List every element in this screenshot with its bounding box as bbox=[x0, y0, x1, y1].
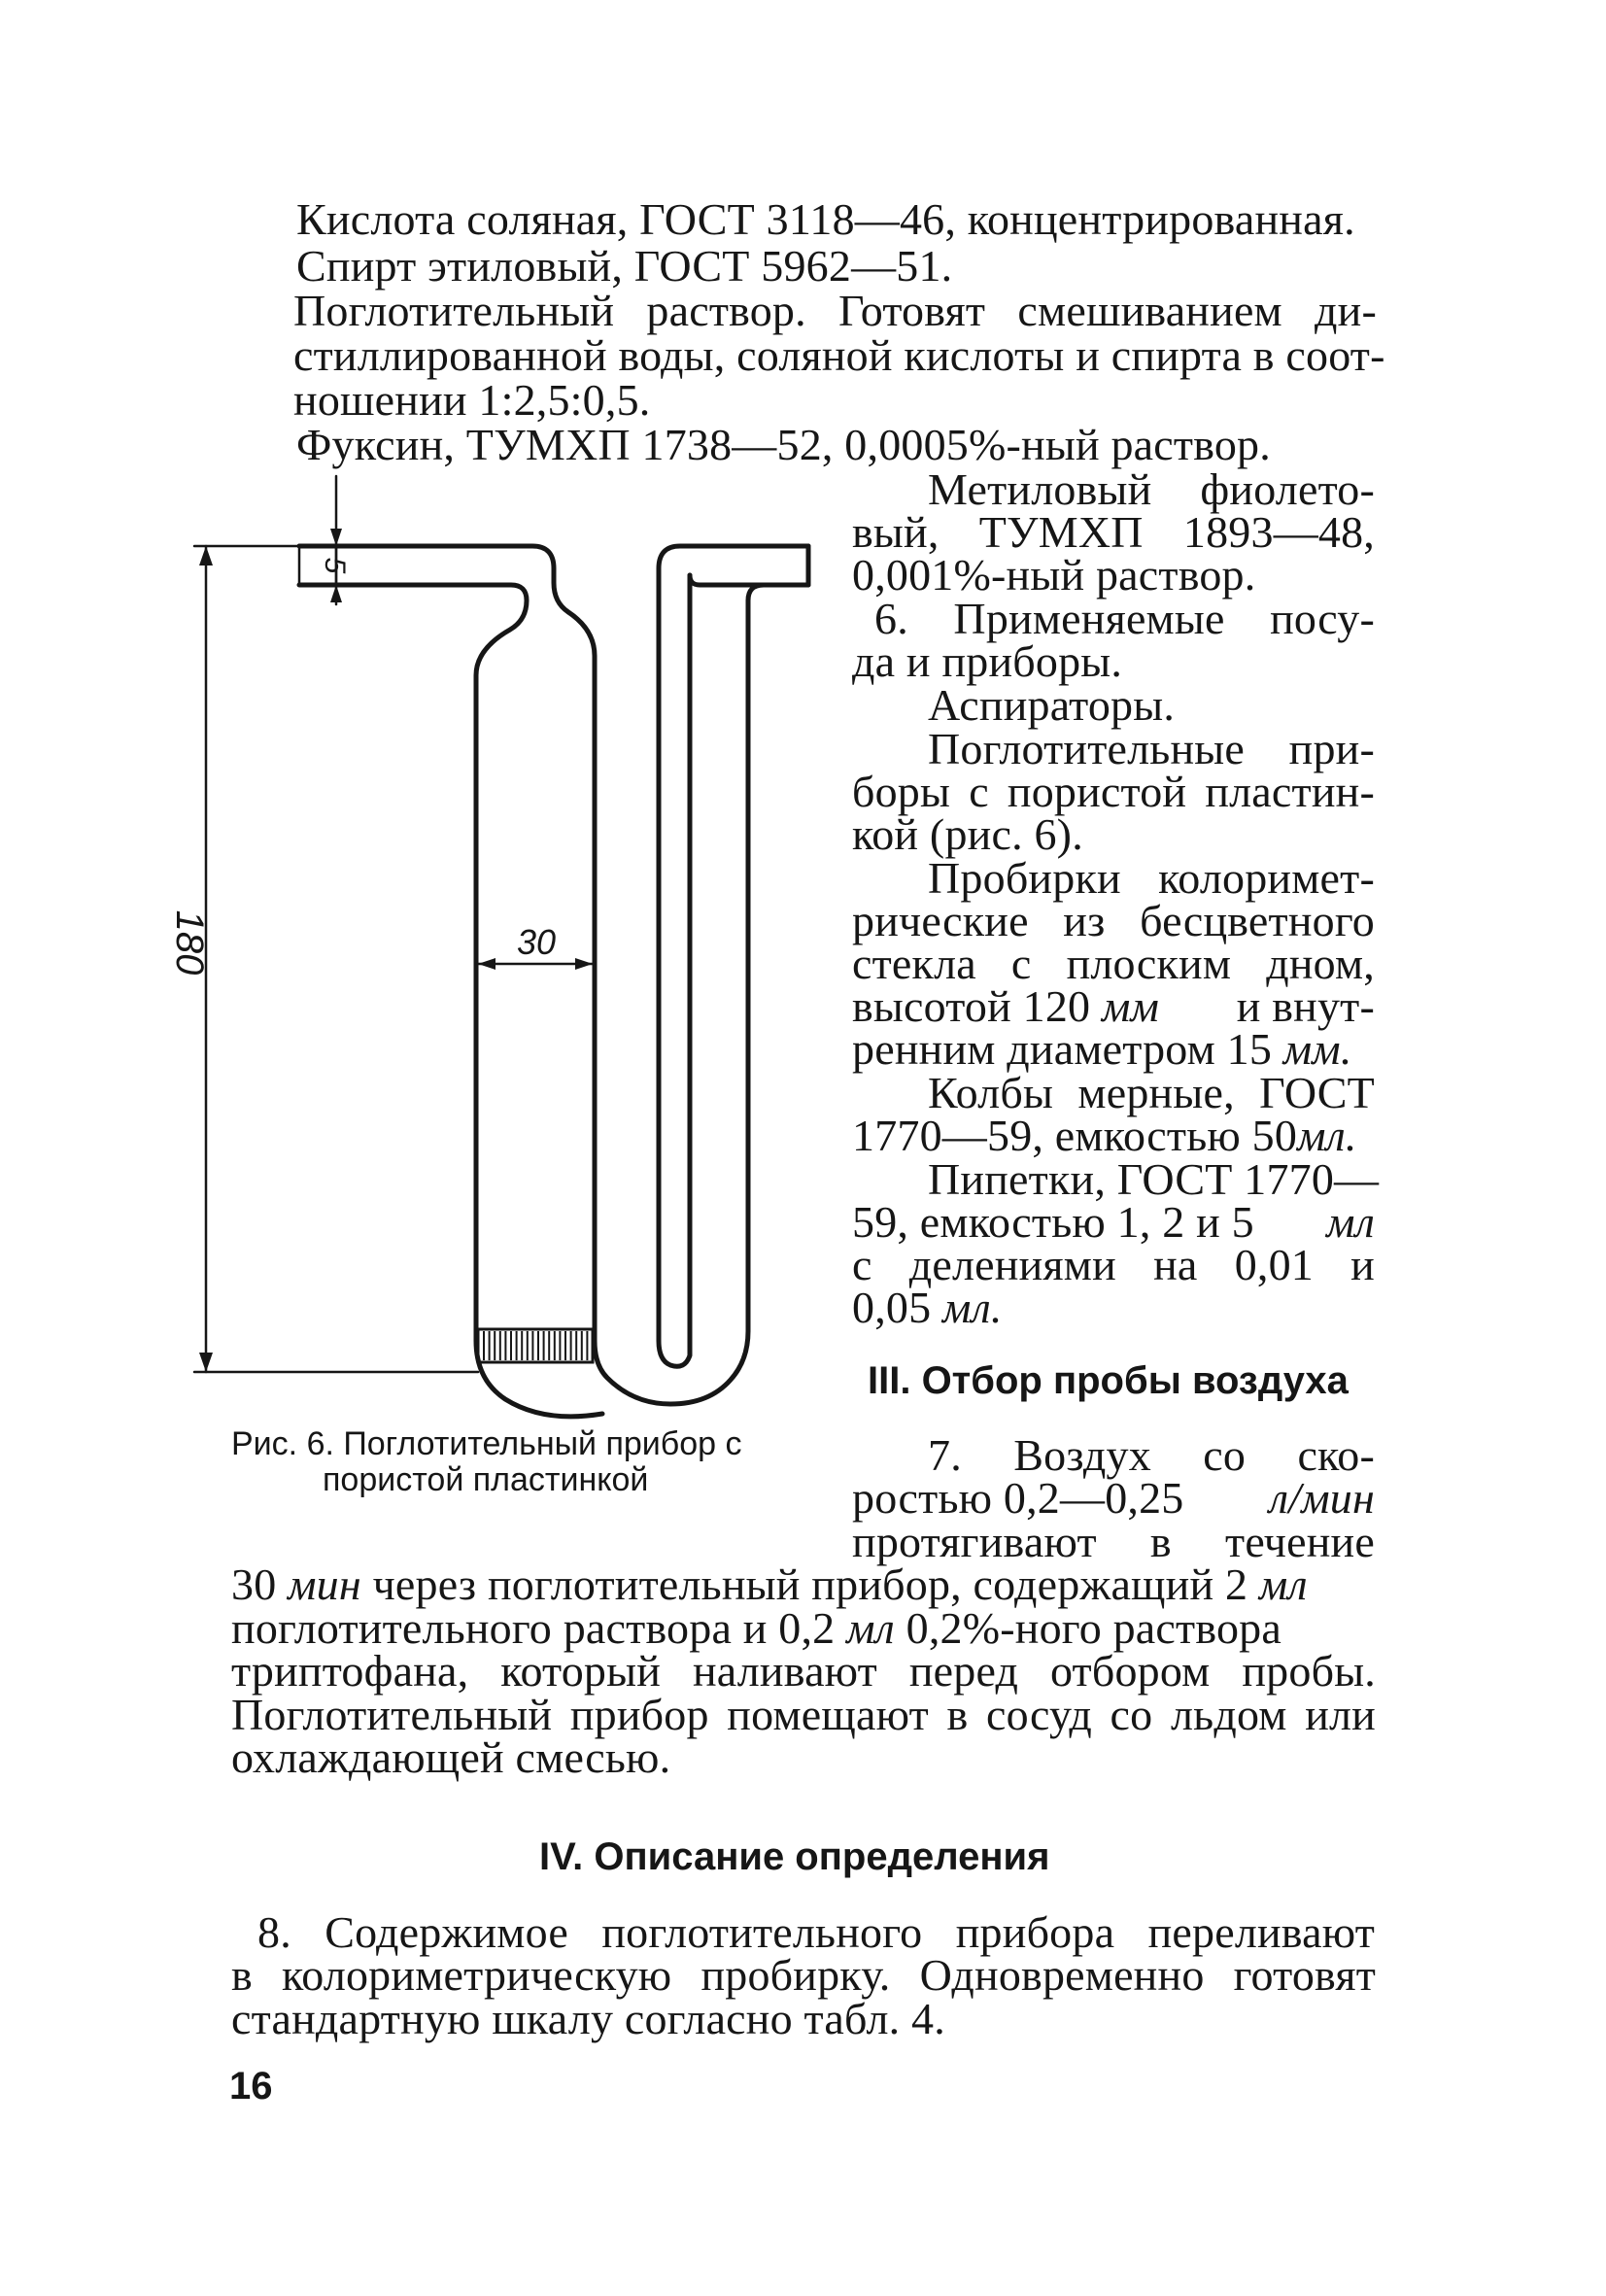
unit-ml-2: мл bbox=[1326, 1197, 1375, 1247]
right-line-9: кой (рис. 6). bbox=[852, 809, 1083, 859]
right-line-15: Колбы мерные, ГОСТ bbox=[928, 1068, 1375, 1117]
p7-line-8: охлаждающей смесью. bbox=[231, 1732, 671, 1782]
dim-5-arrow-top bbox=[330, 529, 342, 546]
unit-mm: мм bbox=[1101, 981, 1160, 1031]
unit-ml-5: мл bbox=[846, 1603, 895, 1653]
text-line-hcl: Кислота соляная, ГОСТ 3118—46, концентрированная. bbox=[296, 194, 1355, 244]
p7-line-6: триптофана, который наливают перед отбором пробы. bbox=[231, 1646, 1376, 1696]
right-line-7: Поглотительные при- bbox=[928, 724, 1375, 773]
right-line-8: боры с пористой пластин- bbox=[852, 767, 1375, 816]
p7-line-3: протягивают в течение bbox=[852, 1517, 1375, 1566]
right-line-1: Метиловый фиолето- bbox=[928, 464, 1375, 514]
dim-30-arrow-left bbox=[478, 958, 495, 970]
page-number: 16 bbox=[229, 2065, 273, 2108]
height-text: высотой 120 bbox=[852, 981, 1091, 1031]
dim-180-label: 180 bbox=[168, 909, 211, 976]
unit-ml-3: мл. bbox=[942, 1283, 1003, 1332]
p7-speed-text: ростью 0,2—0,25 bbox=[852, 1473, 1184, 1523]
section-heading-3: III. Отбор пробы воздуха bbox=[868, 1359, 1349, 1402]
text-line-absorbent-3: ношении 1:2,5:0,5. bbox=[293, 375, 651, 425]
height-text-tail: и внут- bbox=[1236, 981, 1375, 1031]
division-text: 0,05 bbox=[852, 1283, 932, 1332]
text-line-fuchsin: Фуксин, ТУМХП 1738—52, 0,0005%-ный раствор. bbox=[296, 420, 1271, 469]
right-line-20 bbox=[852, 1283, 1003, 1333]
right-line-2: вый, ТУМХП 1893—48, bbox=[852, 507, 1375, 557]
text-line-absorbent-1: Поглотительный раствор. Готовят смешиванием ди- bbox=[293, 286, 1377, 335]
p7-line-1: 7. Воздух со ско- bbox=[928, 1430, 1375, 1480]
device-outer-contour bbox=[299, 546, 808, 1404]
dim-180-arrow-bottom bbox=[199, 1353, 213, 1372]
right-line-11: рические из бесцветного bbox=[852, 896, 1375, 945]
right-line-19: с делениями на 0,01 и bbox=[852, 1240, 1375, 1289]
right-line-10: Пробирки колоримет- bbox=[928, 853, 1375, 903]
dim-30-label: 30 bbox=[516, 922, 557, 962]
dim-30-arrow-right bbox=[575, 958, 593, 970]
right-line-12: стекла с плоским дном, bbox=[852, 939, 1375, 988]
p8-line-2: в колориметрическую пробирку. Одновременно готовят bbox=[231, 1950, 1376, 2000]
dim-180-arrow-top bbox=[199, 546, 213, 565]
p7-line-7: Поглотительный прибор помещают в сосуд со льдом или bbox=[231, 1690, 1376, 1739]
p8-line-1: 8. Содержимое поглотительного прибора переливают bbox=[257, 1907, 1375, 1957]
p7-through-text: через поглотительный прибор, содержащий 2 bbox=[372, 1559, 1248, 1609]
p7-solution-text: поглотительного раствора и 0,2 bbox=[231, 1603, 836, 1653]
device-inner-contour bbox=[299, 585, 602, 1417]
right-line-4: 6. Применяемые посу- bbox=[874, 594, 1375, 643]
unit-l-min: л/мин bbox=[1268, 1473, 1375, 1523]
dim-5-arrow-bottom bbox=[330, 585, 342, 602]
right-line-5: да и приборы. bbox=[852, 636, 1123, 686]
p7-time: 30 bbox=[231, 1559, 277, 1609]
right-line-3: 0,001%-ный раствор. bbox=[852, 550, 1256, 600]
unit-mm-2: мм. bbox=[1282, 1024, 1352, 1074]
pipette-text: 59, емкостью 1, 2 и 5 bbox=[852, 1197, 1254, 1247]
dim-5-label: 5 bbox=[319, 557, 351, 574]
right-line-17: Пипетки, ГОСТ 1770— bbox=[928, 1154, 1380, 1204]
flask-text: 1770—59, емкостью 50 bbox=[852, 1111, 1298, 1160]
unit-min: мин bbox=[288, 1559, 361, 1609]
figure-caption-line-1: Рис. 6. Поглотительный прибор с bbox=[231, 1425, 742, 1462]
absorber-device-figure bbox=[168, 486, 836, 1419]
unit-ml: мл. bbox=[1297, 1111, 1357, 1160]
unit-ml-4: мл bbox=[1258, 1559, 1308, 1609]
right-line-6: Аспираторы. bbox=[928, 680, 1176, 730]
text-line-ethanol: Спирт этиловый, ГОСТ 5962—51. bbox=[296, 241, 953, 291]
side-tube bbox=[690, 546, 808, 585]
section-heading-4: IV. Описание определения bbox=[539, 1835, 1050, 1878]
diameter-text: ренним диаметром 15 bbox=[852, 1024, 1273, 1074]
figure-caption-line-2: пористой пластинкой bbox=[323, 1461, 649, 1498]
text-line-absorbent-2: стиллированной воды, соляной кислоты и спирта в соот- bbox=[293, 330, 1385, 380]
p8-line-3: стандартную шкалу согласно табл. 4. bbox=[231, 1994, 945, 2043]
p7-solution-text-2: 0,2%-ного раствора bbox=[906, 1603, 1281, 1653]
